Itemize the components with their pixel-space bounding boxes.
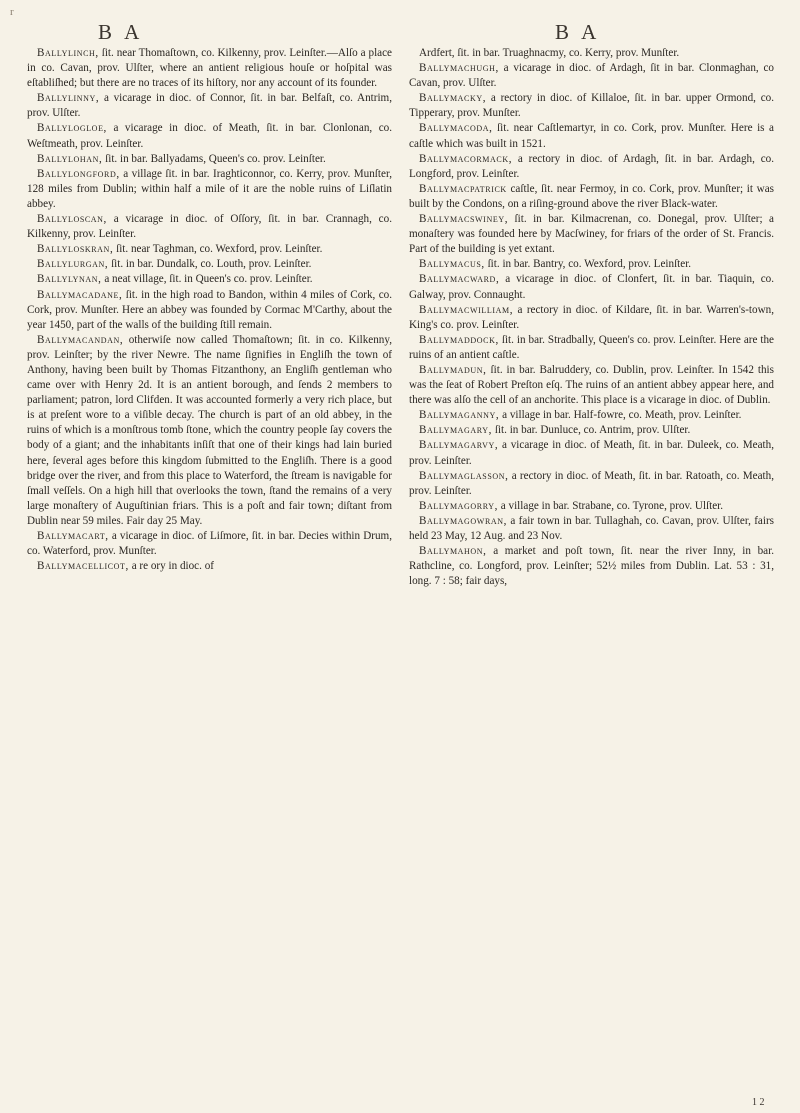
- entry-headword: Ballymachugh,: [419, 62, 499, 75]
- entry-headword: Ballymagorry,: [419, 499, 498, 512]
- entry-text: otherwiſe now called Thomaſtown; ſit. in co. Kilkenny, prov. Leinſter; by the river Newre. The name ſignifies in Engliſh the town of Anthony, having been built by Thomas Fitzanthony, an Engliſh gentleman who came over with Henry 2d. It is an antient borough, and ſends 2 members to parliament; patron, lord Clifden. It was accounted formerly a very rich place, but is at preſent wore to a viſible decay. The church is part of an old abbey, in the ruins of which is a monſtrous tomb ſtone, which the country people ſay covers the body of a giant; and the inhabitants inſiſt that one of their kings had lain buried here, ſeveral ages before this kingdom ſubmitted to the Engliſh. There is a good bridge over the river, and from this place to Waterford, the ſtream is navigable for ſmall veſſels. On a high hill that overlooks the town, ſtand the remains of a very large monaſtery of Auguſtinian friars. This is a poſt and fair town; diſtant from Dublin near 59 miles. Fair day 25 May.: [27, 333, 392, 527]
- gazetteer-entry: [27, 167, 392, 212]
- entry-text: Ardfert, ſit. in bar. Truaghnacmy, co. Kerry, prov. Munſter.: [419, 47, 680, 59]
- entry-headword: Ballymacswiney,: [419, 213, 509, 226]
- gazetteer-entry: [27, 288, 392, 333]
- left-column: [27, 46, 392, 574]
- entry-headword: Ballymacward,: [419, 273, 500, 286]
- entry-text: a rectory in dioc. of Kildare, ſit. in bar. Warren's-town, King's co. prov. Leinſter.: [409, 303, 774, 331]
- gazetteer-entry: [27, 272, 392, 287]
- entry-text: a vicarage in dioc. of Clonfert, ſit. in bar. Tiaquin, co. Galway, prov. Connaught.: [409, 273, 774, 301]
- entry-text: a village in bar. Strabane, co. Tyrone, prov. Ulſter.: [498, 499, 724, 512]
- gazetteer-entry: [409, 182, 774, 212]
- gazetteer-entry: [409, 272, 774, 302]
- entry-headword: Ballylogloe,: [37, 122, 107, 135]
- gazetteer-entry: [409, 91, 774, 121]
- right-column: [409, 46, 774, 589]
- entry-text: a vicarage in dioc. of Meath, ſit. in bar. Clonlonan, co. Weſtmeath, prov. Leinſter.: [27, 122, 392, 150]
- entry-headword: Ballymacadane,: [37, 288, 123, 301]
- gazetteer-entry: [27, 46, 392, 91]
- gazetteer-entry: [409, 303, 774, 333]
- entry-text: ſit. in bar. Dundalk, co. Louth, prov. Leinſter.: [108, 258, 312, 271]
- entry-headword: Ballymagowran,: [419, 514, 508, 527]
- entry-text: a vicarage in dioc. of Liſmore, ſit. in bar. Decies within Drum, co. Waterford, prov. Munſter.: [27, 530, 392, 558]
- entry-text: ſit. in bar. Ballyadams, Queen's co. prov. Leinſter.: [102, 152, 326, 165]
- entry-text: a village ſit. in bar. Iraghticonnor, co. Kerry, prov. Munſter, 128 miles from Dublin; within half a mile of it are the noble ruins of Liſlatin abbey.: [27, 167, 392, 210]
- entry-headword: Ballylohan,: [37, 152, 103, 165]
- entry-text: a rectory in dioc. of Ardagh, ſit. in bar. Ardagh, co. Longford, prov. Leinſter.: [409, 152, 774, 180]
- entry-headword: Ballymacky,: [419, 92, 487, 105]
- entry-text: ſit. in bar. Dunluce, co. Antrim, prov. Ulſter.: [492, 424, 691, 437]
- entry-headword: Ballylongford,: [37, 167, 120, 180]
- entry-headword: Ballymahon,: [419, 545, 487, 558]
- entry-text: a market and poſt town, ſit. near the river Inny, in bar. Rathcline, co. Longford, prov. Leinſter; 52½ miles from Dublin. Lat. 53 : 31, long. 7 : 58; fair days,: [409, 545, 774, 588]
- entry-headword: Ballymacandan,: [37, 333, 124, 346]
- entry-headword: Ballylinch,: [37, 47, 99, 59]
- gazetteer-entry: [409, 363, 774, 408]
- entry-headword: Ballymaganny,: [419, 409, 500, 422]
- entry-headword: Ballyloscan,: [37, 213, 107, 226]
- gazetteer-entry: [409, 61, 774, 91]
- gazetteer-entry: [409, 514, 774, 544]
- gazetteer-entry: [27, 91, 392, 121]
- entry-headword: Ballymacormack,: [419, 152, 513, 165]
- entry-text: ſit. in bar. Kilmacrenan, co. Donegal, prov. Ulſter; a monaſtery was founded here by Macſwiney, for friars of the order of St. Francis. Part of the building is yet extant.: [409, 213, 774, 256]
- gazetteer-entry: [409, 469, 774, 499]
- gazetteer-entry: [409, 423, 774, 438]
- running-header-left: B A: [98, 20, 144, 44]
- entry-text: a vicarage in dioc. of Meath, ſit. in bar. Duleek, co. Meath, prov. Leinſter.: [409, 439, 774, 467]
- entry-text: caſtle, ſit. near Fermoy, in co. Cork, prov. Munſter; it was built by the Condons, on a riſing-ground above the river Black-water.: [409, 182, 774, 210]
- entry-headword: Ballymaddock,: [419, 333, 499, 346]
- entry-headword: Ballymacellicot,: [37, 560, 129, 573]
- gazetteer-entry: [409, 121, 774, 151]
- entry-text: a neat village, ſit. in Queen's co. prov. Leinſter.: [101, 273, 313, 286]
- entry-text: a re ory in dioc. of: [128, 560, 214, 573]
- page-number: 1 2: [752, 1097, 765, 1108]
- entry-text: ſit. near Caſtlemartyr, in co. Cork, prov. Munſter. Here is a caſtle which was built in 1521.: [409, 122, 774, 150]
- entry-headword: Ballymacus,: [419, 258, 485, 271]
- entry-headword: Ballylynan,: [37, 273, 102, 286]
- entry-text: a fair town in bar. Tullaghah, co. Cavan, prov. Ulſter, fairs held 23 May, 12 Aug. and 23 Nov.: [409, 514, 774, 542]
- gazetteer-entry: [409, 257, 774, 272]
- entry-text: a vicarage in dioc. of Oſſory, ſit. in bar. Crannagh, co. Kilkenny, prov. Leinſter.: [27, 213, 392, 241]
- entry-headword: Ballylurgan,: [37, 258, 109, 271]
- entry-text: ſit. in bar. Stradbally, Queen's co. prov. Leinſter. Here are the ruins of an antient caſtle.: [409, 333, 774, 361]
- gazetteer-entry: [409, 408, 774, 423]
- entry-text: ſit. near Taghman, co. Wexford, prov. Leinſter.: [113, 243, 323, 256]
- gazetteer-entry: [27, 242, 392, 257]
- gazetteer-entry: [409, 438, 774, 468]
- entry-headword: Ballyloskran,: [37, 243, 114, 256]
- gazetteer-entry: [409, 46, 774, 61]
- gazetteer-entry: [409, 212, 774, 257]
- running-header-right: B A: [555, 20, 601, 44]
- entry-text: a vicarage in dioc. of Ardagh, ſit in bar. Clonmaghan, co Cavan, prov. Ulſter.: [409, 62, 774, 90]
- gazetteer-entry: [27, 333, 392, 529]
- gazetteer-entry: [27, 212, 392, 242]
- entry-text: a rectory in dioc. of Meath, ſit. in bar. Ratoath, co. Meath, prov. Leinſter.: [409, 469, 774, 497]
- entry-text: ſit. in bar. Balruddery, co. Dublin, prov. Leinſter. In 1542 this was the ſeat of Robert Preſton eſq. The ruins of an antient abbey appear here, and there was alſo the cell of an anchorite. This place is a vicarage in dioc. of Dublin.: [409, 363, 774, 407]
- entry-text: a village in bar. Half-fowre, co. Meath, prov. Leinſter.: [499, 409, 742, 422]
- gazetteer-entry: [409, 333, 774, 363]
- entry-headword: Ballylinny,: [37, 92, 100, 105]
- entry-headword: Ballymagary,: [419, 424, 493, 437]
- gazetteer-entry: [27, 559, 392, 574]
- entry-headword: Ballymacoda,: [419, 122, 493, 135]
- entry-headword: Ballymacpatrick: [419, 182, 507, 195]
- gazetteer-entry: [409, 499, 774, 514]
- entry-headword: Ballymagarvy,: [419, 439, 499, 452]
- entry-headword: Ballymadun,: [419, 363, 487, 376]
- entry-text: a rectory in dioc. of Killaloe, ſit. in bar. upper Ormond, co. Tipperary, prov. Munſter.: [409, 92, 774, 120]
- corner-mark: r: [10, 6, 14, 18]
- entry-text: ſit. in bar. Bantry, co. Wexford, prov. Leinſter.: [484, 258, 692, 271]
- gazetteer-entry: [27, 257, 392, 272]
- entry-headword: Ballymacwilliam,: [419, 303, 514, 316]
- gazetteer-entry: [27, 529, 392, 559]
- entry-headword: Ballymacart,: [37, 530, 109, 542]
- entry-headword: Ballymaglasson,: [419, 469, 509, 482]
- gazetteer-entry: [409, 544, 774, 589]
- entry-text: a vicarage in dioc. of Connor, ſit. in bar. Belfaſt, co. Antrim, prov. Ulſter.: [27, 92, 392, 120]
- entry-text: ſit. in the high road to Bandon, within 4 miles of Cork, co. Cork, prov. Munſter. Here an abbey was founded by Cormac M'Carthy, about the year 1450, part of the walls of the building ſtill remain.: [27, 288, 392, 331]
- gazetteer-entry: [27, 152, 392, 167]
- gazetteer-entry: [27, 121, 392, 151]
- gazetteer-entry: [409, 152, 774, 182]
- entry-text: ſit. near Thomaſtown, co. Kilkenny, prov. Leinſter.—Alſo a place in co. Cavan, prov. Ulſter, where an antient religious houſe or hoſpital was eſtabliſhed; but there are no traces of its hiſtory, nor any account of its founder.: [27, 47, 392, 90]
